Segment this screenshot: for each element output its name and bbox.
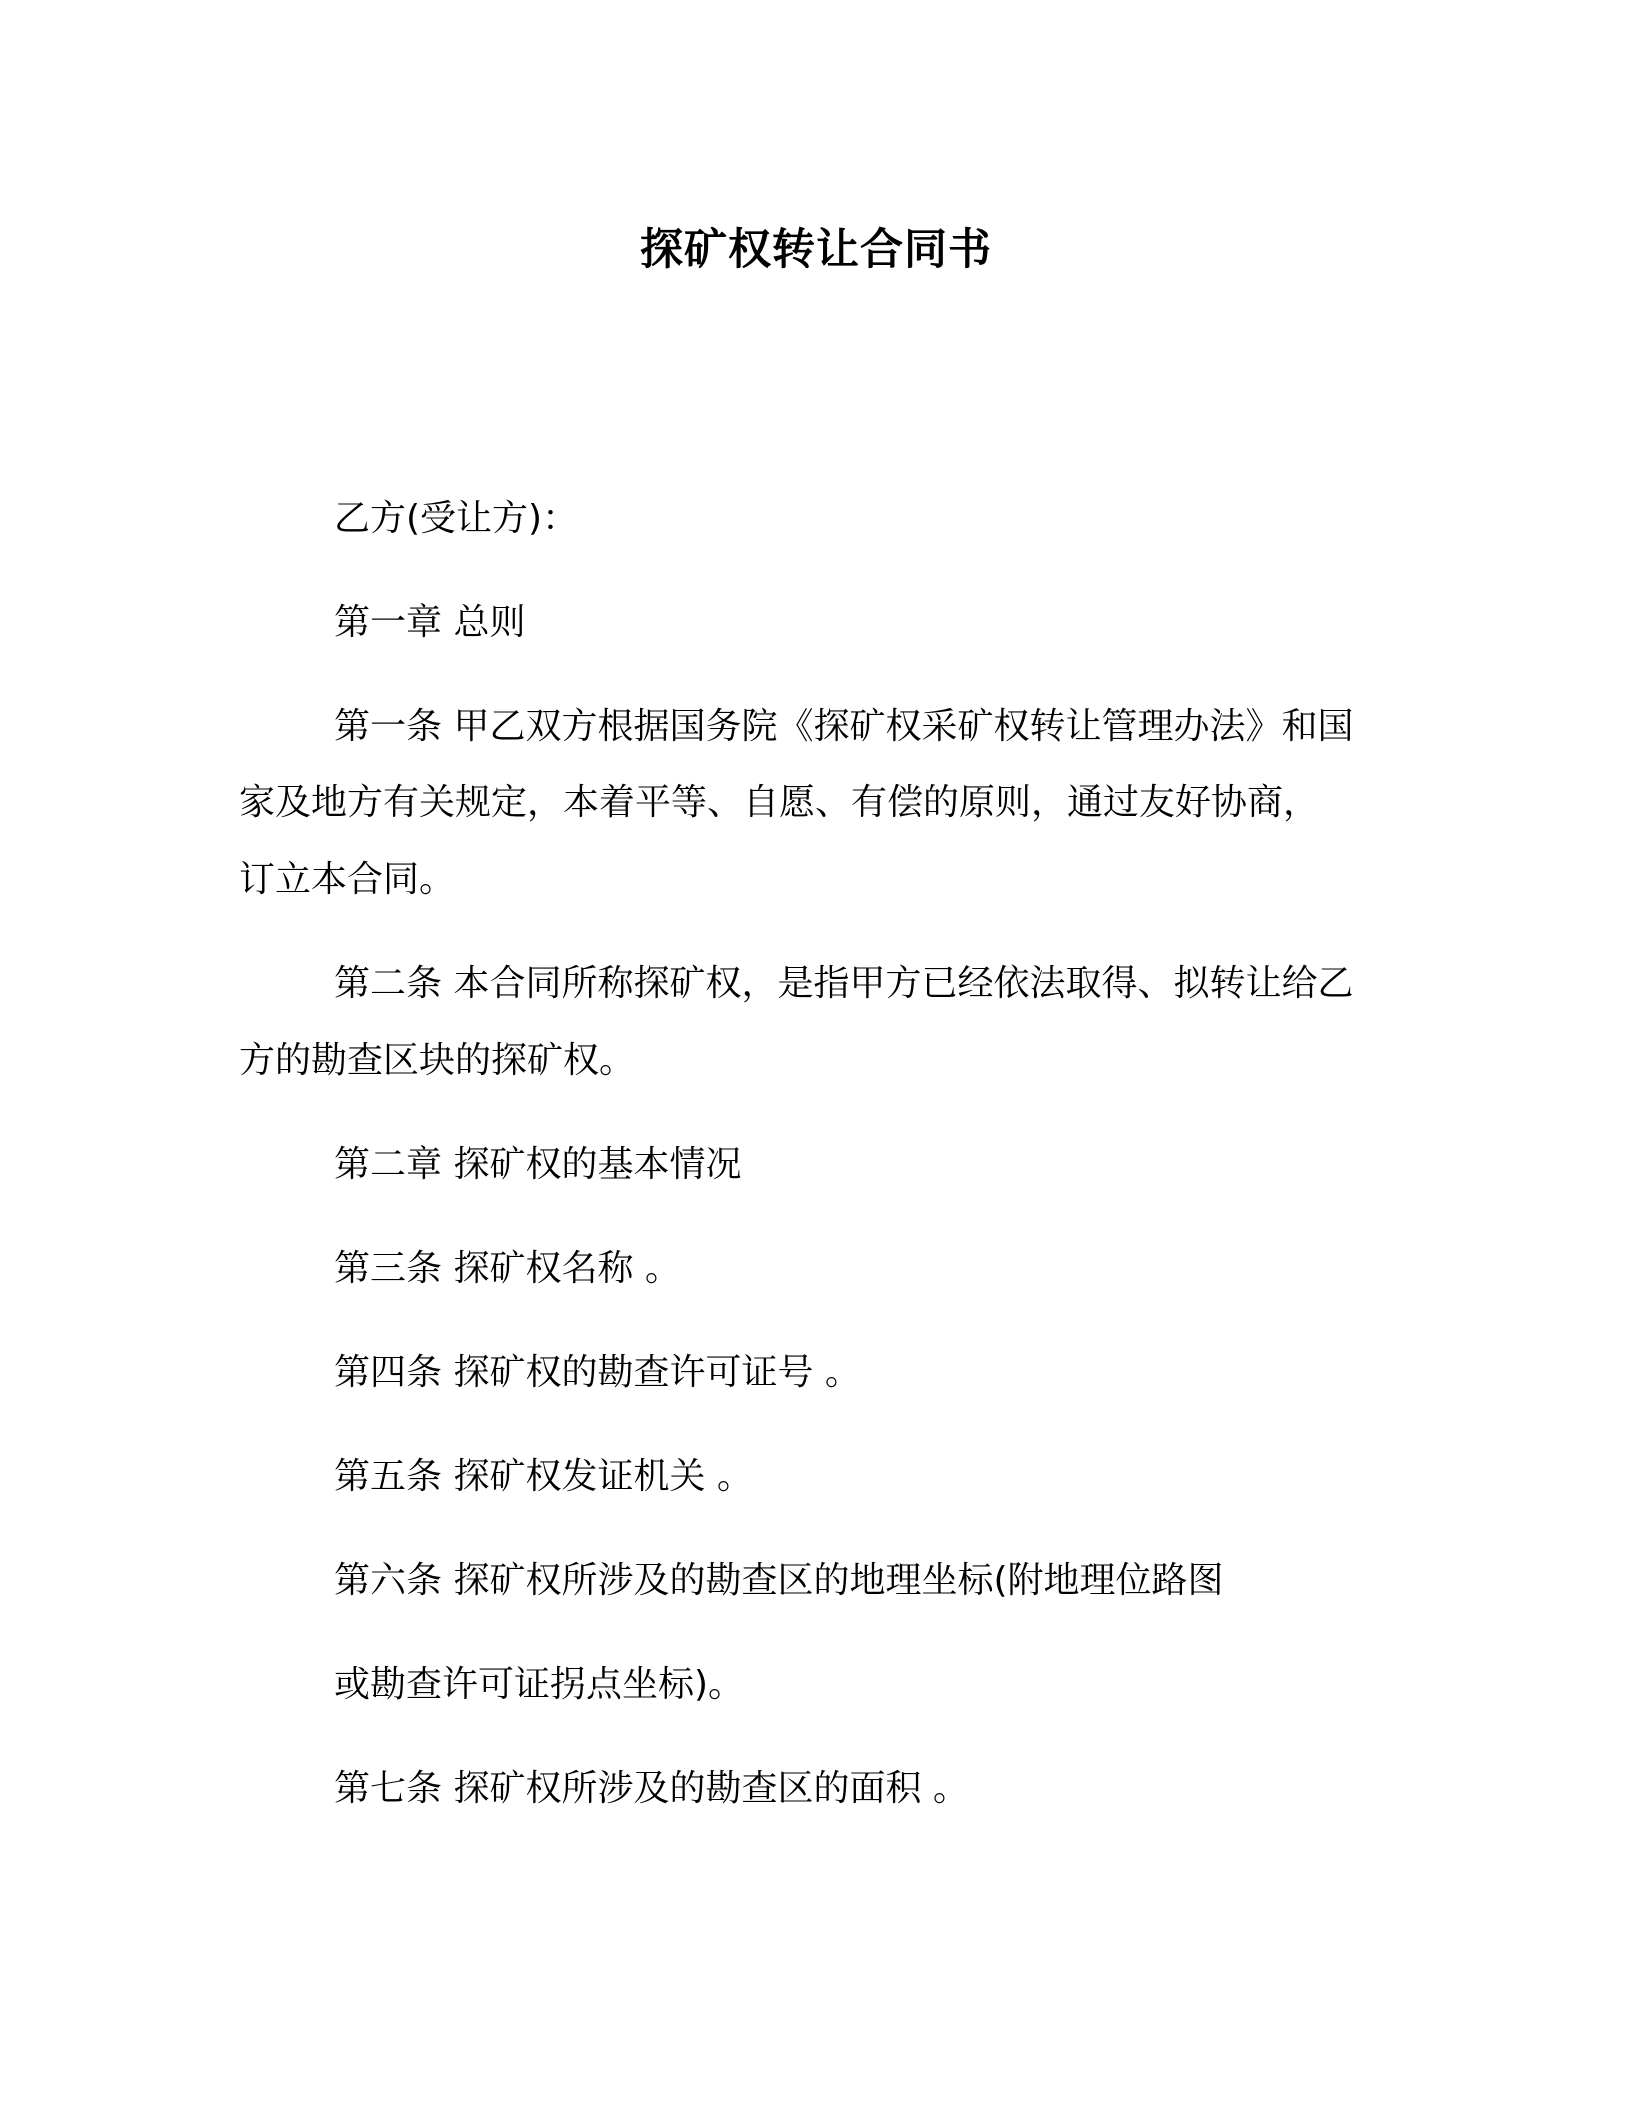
article-1-line-1: 第一条 甲乙双方根据国务院《探矿权采矿权转让管理办法》和国 — [334, 706, 1354, 747]
article-3-line: 第三条 探矿权名称 。 — [334, 1248, 681, 1289]
article-1-line-3: 订立本合同。 — [239, 859, 456, 900]
article-2-line-1: 第二条 本合同所称探矿权，是指甲方已经依法取得、拟转让给乙 — [334, 963, 1354, 1004]
article-5-line: 第五条 探矿权发证机关 。 — [334, 1456, 753, 1497]
chapter-2-heading: 第二章 探矿权的基本情况 — [334, 1144, 742, 1185]
document-title: 探矿权转让合同书 — [640, 225, 992, 275]
article-6-line-2: 或勘查许可证拐点坐标)。 — [334, 1664, 745, 1705]
article-6-line-1: 第六条 探矿权所涉及的勘查区的地理坐标(附地理位路图 — [334, 1560, 1224, 1601]
article-4-line: 第四条 探矿权的勘查许可证号 。 — [334, 1352, 861, 1393]
chapter-1-heading: 第一章 总则 — [334, 602, 526, 643]
party-b-line: 乙方(受让方)： — [334, 498, 579, 539]
article-2-line-2: 方的勘查区块的探矿权。 — [239, 1040, 636, 1081]
article-7-line: 第七条 探矿权所涉及的勘查区的面积 。 — [334, 1768, 969, 1809]
article-1-line-2: 家及地方有关规定，本着平等、自愿、有偿的原则，通过友好协商， — [239, 782, 1320, 823]
